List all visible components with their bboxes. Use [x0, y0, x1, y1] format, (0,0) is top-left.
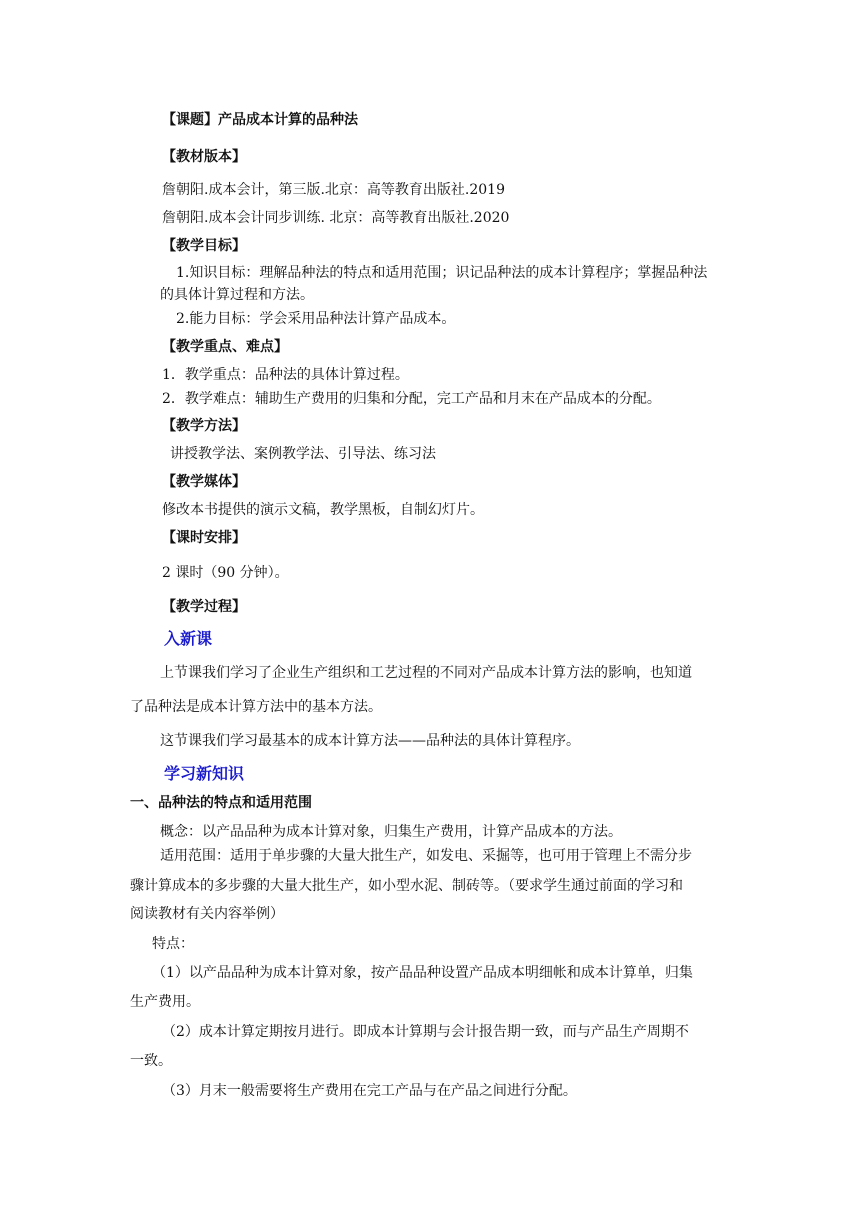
intro-paragraph-2: 这节课我们学习最基本的成本计算方法——品种法的具体计算程序。 — [160, 733, 580, 749]
lesson-title: 【课题】产品成本计算的品种法 — [162, 112, 358, 128]
schedule-text: 2 课时（90 分钟）。 — [162, 565, 289, 581]
textbook-line-1: 詹朝阳.成本会计，第三版.北京：高等教育出版社.2019 — [162, 182, 505, 198]
intro-heading: 入新课 — [164, 629, 213, 648]
feature-1-line-b: 生产费用。 — [130, 994, 200, 1010]
media-heading: 【教学媒体】 — [162, 474, 246, 490]
concept-text: 概念：以产品品种为成本计算对象，归集生产费用，计算产品成本的方法。 — [160, 824, 622, 840]
process-heading: 【教学过程】 — [162, 599, 246, 615]
scope-line-b: 骤计算成本的多步骤的大量大批生产，如小型水泥、制砖等。（要求学生通过前面的学习和 — [130, 878, 683, 894]
new-knowledge-heading: 学习新知识 — [164, 764, 245, 783]
keypoint-2: 2．教学难点：辅助生产费用的归集和分配，完工产品和月末在产品成本的分配。 — [162, 391, 661, 407]
intro-paragraph-1-a: 上节课我们学习了企业生产组织和工艺过程的不同对产品成本计算方法的影响，也知道 — [160, 665, 692, 681]
goal-1-line-b: 的具体计算过程和方法。 — [160, 287, 314, 303]
feature-2-line-b: 一致。 — [130, 1053, 172, 1069]
section-1-heading: 一、品种法的特点和适用范围 — [130, 795, 312, 811]
goals-heading: 【教学目标】 — [162, 238, 246, 254]
methods-text: 讲授教学法、案例教学法、引导法、练习法 — [170, 446, 436, 462]
media-text: 修改本书提供的演示文稿，教学黑板，自制幻灯片。 — [162, 502, 484, 518]
goal-1-line-a: 1.知识目标：理解品种法的特点和适用范围；识记品种法的成本计算程序；掌握品种法 — [176, 265, 708, 281]
scope-line-a: 适用范围：适用于单步骤的大量大批生产，如发电、采掘等，也可用于管理上不需分步 — [160, 848, 692, 864]
feature-3: （3）月末一般需要将生产费用在完工产品与在产品之间进行分配。 — [162, 1083, 577, 1099]
feature-2-line-a: （2）成本计算定期按月进行。即成本计算期与会计报告期一致，而与产品生产周期不 — [162, 1024, 689, 1040]
schedule-heading: 【课时安排】 — [162, 530, 246, 546]
keypoint-1: 1．教学重点：品种法的具体计算过程。 — [162, 367, 409, 383]
keypoints-heading: 【教学重点、难点】 — [162, 339, 288, 355]
goal-2: 2.能力目标：学会采用品种法计算产品成本。 — [176, 311, 456, 327]
textbook-heading: 【教材版本】 — [162, 149, 246, 165]
feature-1-line-a: （1）以产品品种为成本计算对象，按产品品种设置产品成本明细帐和成本计算单，归集 — [152, 965, 693, 981]
intro-paragraph-1-b: 了品种法是成本计算方法中的基本方法。 — [130, 699, 382, 715]
textbook-line-2: 詹朝阳.成本会计同步训练. 北京：高等教育出版社.2020 — [162, 210, 510, 226]
scope-line-c: 阅读教材有关内容举例） — [130, 906, 284, 922]
features-label: 特点： — [152, 936, 194, 952]
methods-heading: 【教学方法】 — [162, 418, 246, 434]
